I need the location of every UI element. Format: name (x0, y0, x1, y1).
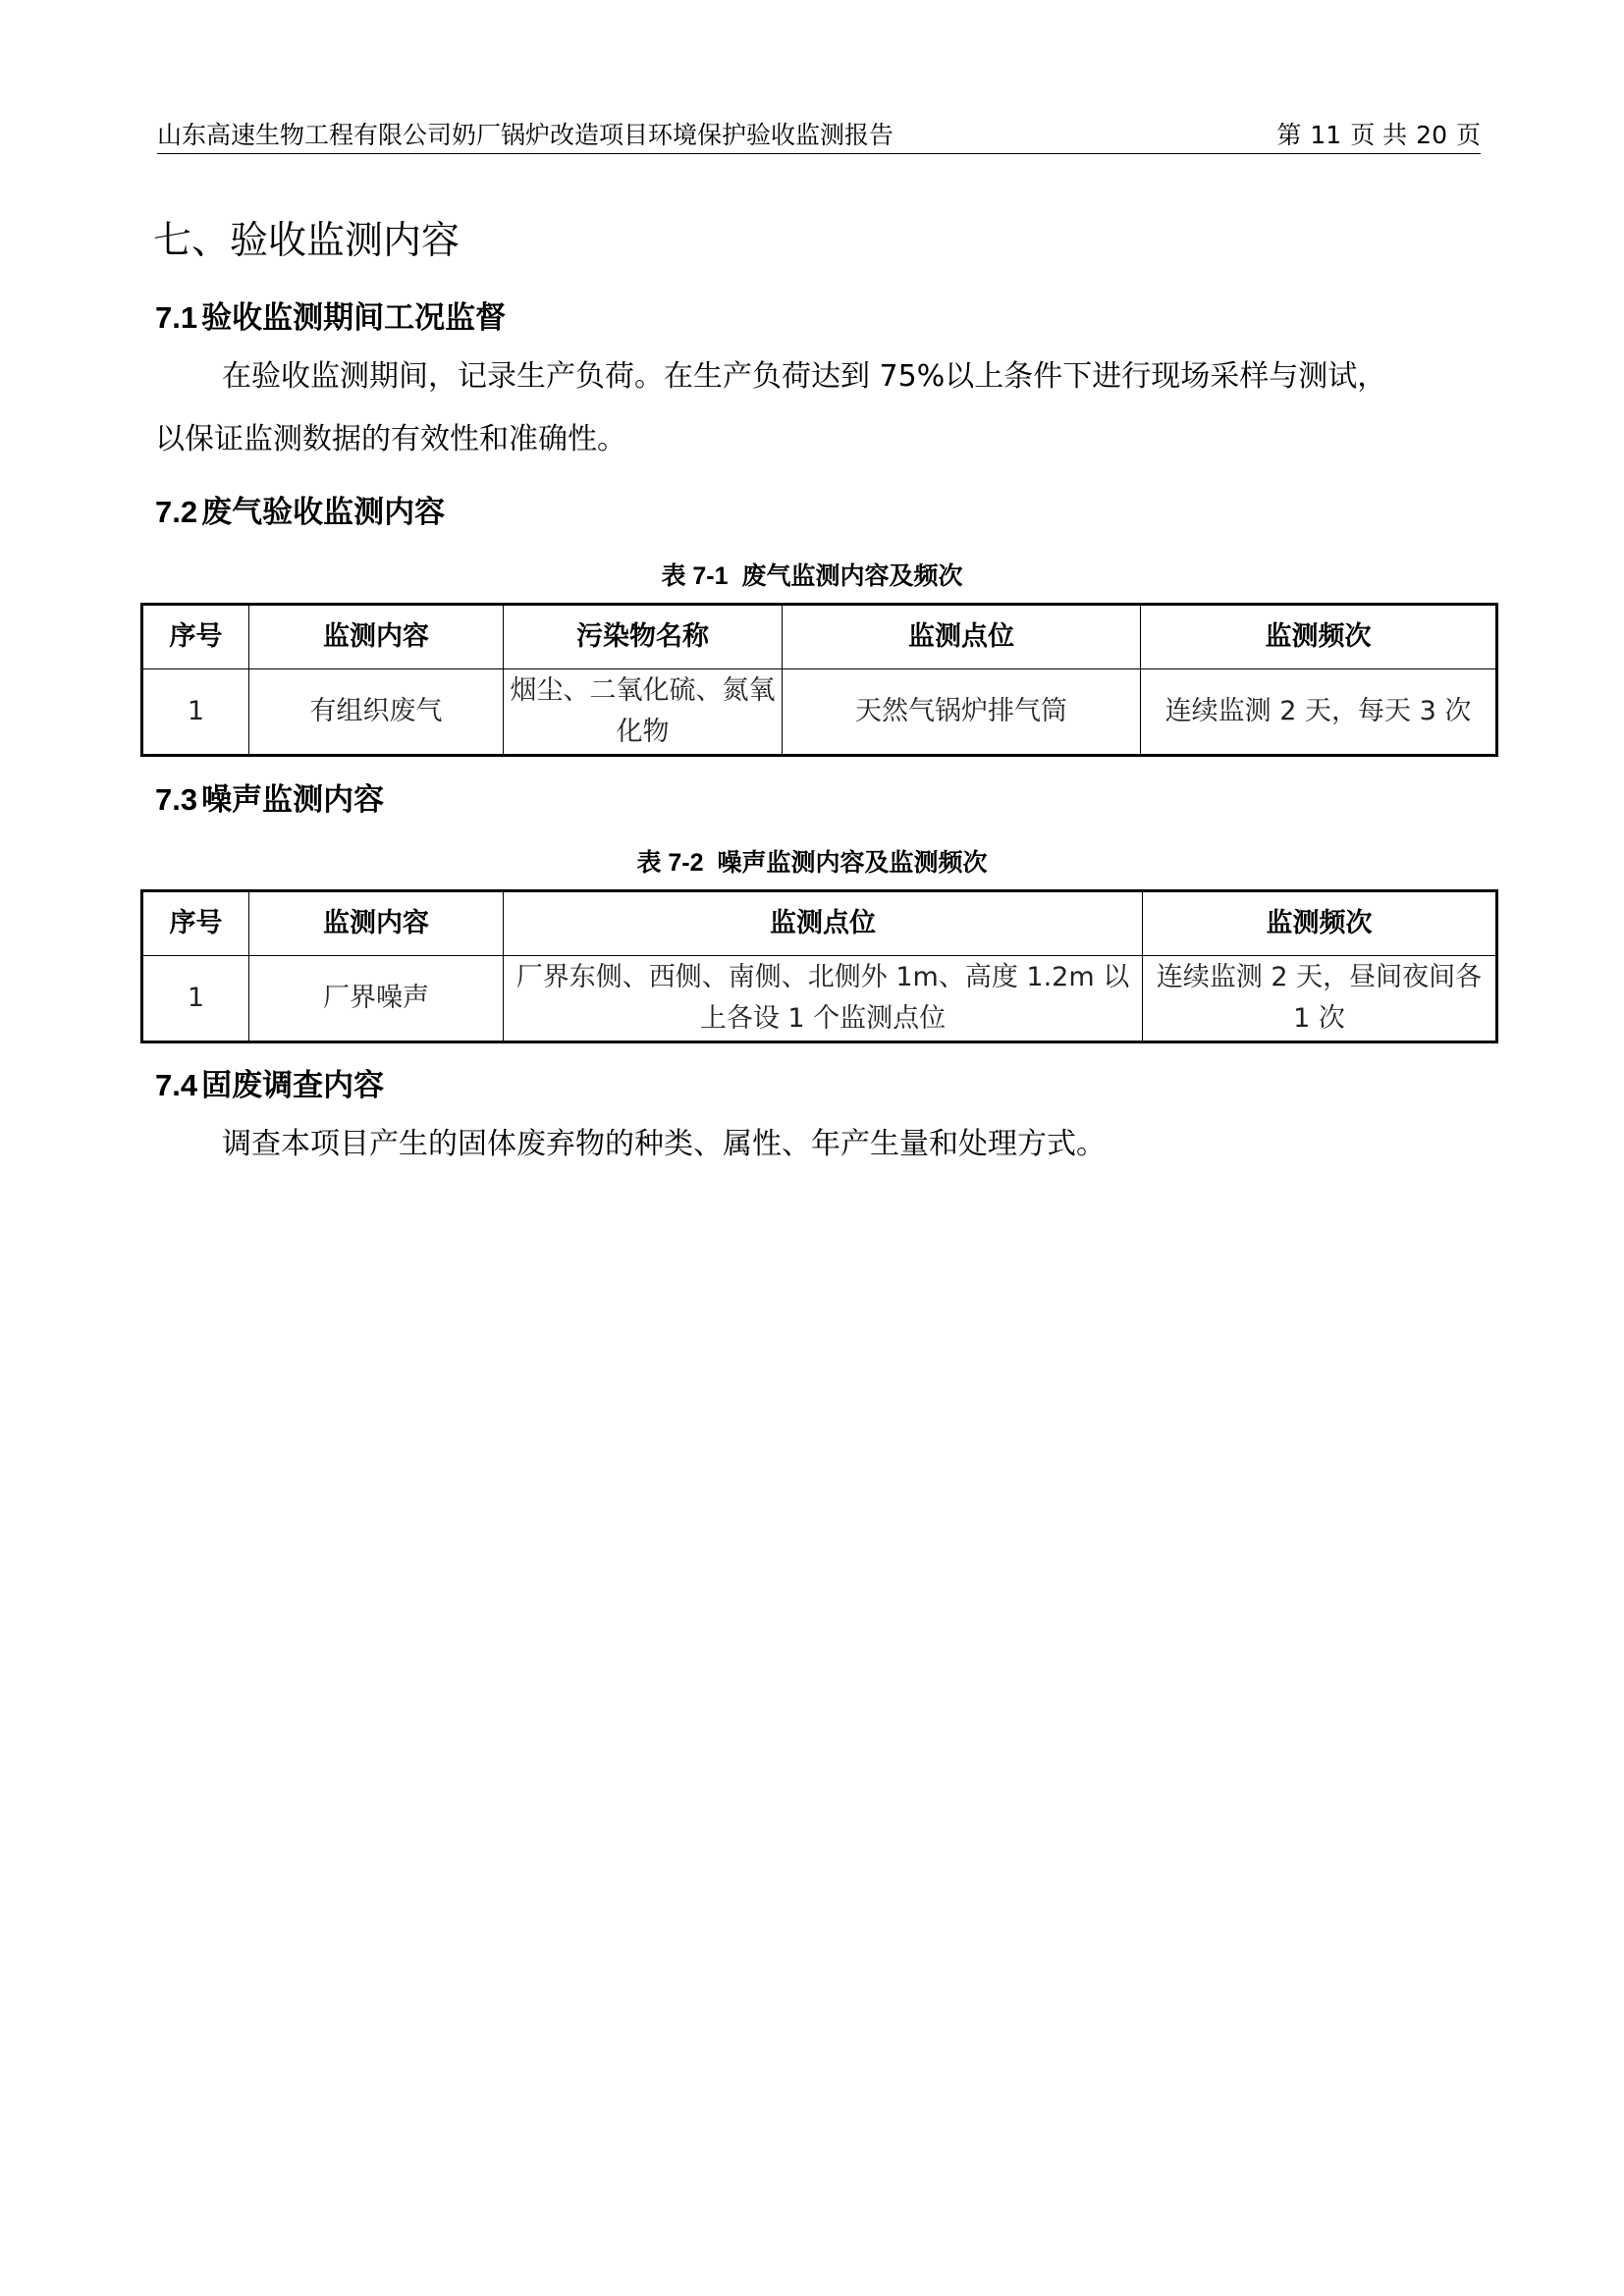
paragraph-line: 以保证监测数据的有效性和准确性。 (155, 422, 626, 456)
document-title: 山东高速生物工程有限公司奶厂锅炉改造项目环境保护验收监测报告 (157, 121, 894, 149)
table-cell: 1 (142, 956, 249, 1042)
table-7-1 (140, 603, 1498, 757)
table-cell: 天然气锅炉排气筒 (783, 669, 1141, 756)
section-title: 噪声监测内容 (201, 782, 385, 818)
page-current: 11 (1310, 121, 1342, 149)
column-header: 监测内容 (249, 891, 504, 956)
table-cell: 1 (142, 669, 249, 756)
table-cell: 连续监测 2 天，每天 3 次 (1141, 669, 1497, 756)
section-heading-7-2 (155, 487, 445, 531)
column-header: 监测频次 (1143, 891, 1497, 956)
section-heading-7-4 (155, 1060, 384, 1104)
table-row (142, 669, 1497, 756)
table-7-2-caption (0, 843, 1624, 879)
page-prefix: 第 (1276, 121, 1302, 149)
page-total: 20 (1416, 121, 1447, 149)
section-number: 7.1 (155, 300, 198, 335)
table-cell: 厂界东侧、西侧、南侧、北侧外 1m、高度 1.2m 以上各设 1 个监测点位 (504, 956, 1143, 1042)
column-header: 监测频次 (1141, 605, 1497, 669)
section-7-1-paragraph (155, 346, 1483, 471)
section-number: 7.4 (155, 1068, 198, 1102)
caption-number: 表 7-2 (636, 849, 704, 877)
table-header-row (142, 605, 1497, 669)
table-header-row (142, 891, 1497, 956)
table-7-1-caption (0, 557, 1624, 592)
page-number (1268, 116, 1481, 151)
column-header: 污染物名称 (504, 605, 783, 669)
caption-text: 废气监测内容及频次 (741, 561, 963, 590)
column-header: 监测内容 (249, 605, 504, 669)
column-header: 监测点位 (783, 605, 1141, 669)
page-suffix: 页 (1455, 121, 1481, 149)
caption-text: 噪声监测内容及监测频次 (717, 848, 988, 877)
table-row (142, 956, 1497, 1042)
section-heading-7-3 (155, 774, 384, 819)
table-cell: 有组织废气 (249, 669, 504, 756)
column-header: 序号 (142, 605, 249, 669)
section-number: 7.2 (155, 495, 198, 529)
section-number: 7.3 (155, 782, 198, 817)
paragraph-line: 在验收监测期间，记录生产负荷。在生产负荷达到 75%以上条件下进行现场采样与测试， (222, 359, 1387, 394)
section-title: 废气验收监测内容 (201, 495, 446, 530)
table-cell: 连续监测 2 天，昼间夜间各 1 次 (1143, 956, 1497, 1042)
caption-number: 表 7-1 (661, 562, 729, 590)
section-heading-7-1 (155, 293, 506, 337)
section-7-4-paragraph (155, 1113, 1483, 1176)
section-title: 固废调查内容 (201, 1068, 385, 1103)
table-cell: 厂界噪声 (249, 956, 504, 1042)
column-header: 监测点位 (504, 891, 1143, 956)
table-7-2 (140, 889, 1498, 1043)
page-mid: 页 共 (1350, 121, 1408, 149)
page-header (157, 114, 1481, 154)
table-cell: 烟尘、二氧化硫、氮氧化物 (504, 669, 783, 756)
chapter-title: 七、验收监测内容 (153, 219, 460, 263)
paragraph-line: 调查本项目产生的固体废弃物的种类、属性、年产生量和处理方式。 (222, 1127, 1106, 1161)
section-title: 验收监测期间工况监督 (201, 300, 507, 336)
column-header: 序号 (142, 891, 249, 956)
